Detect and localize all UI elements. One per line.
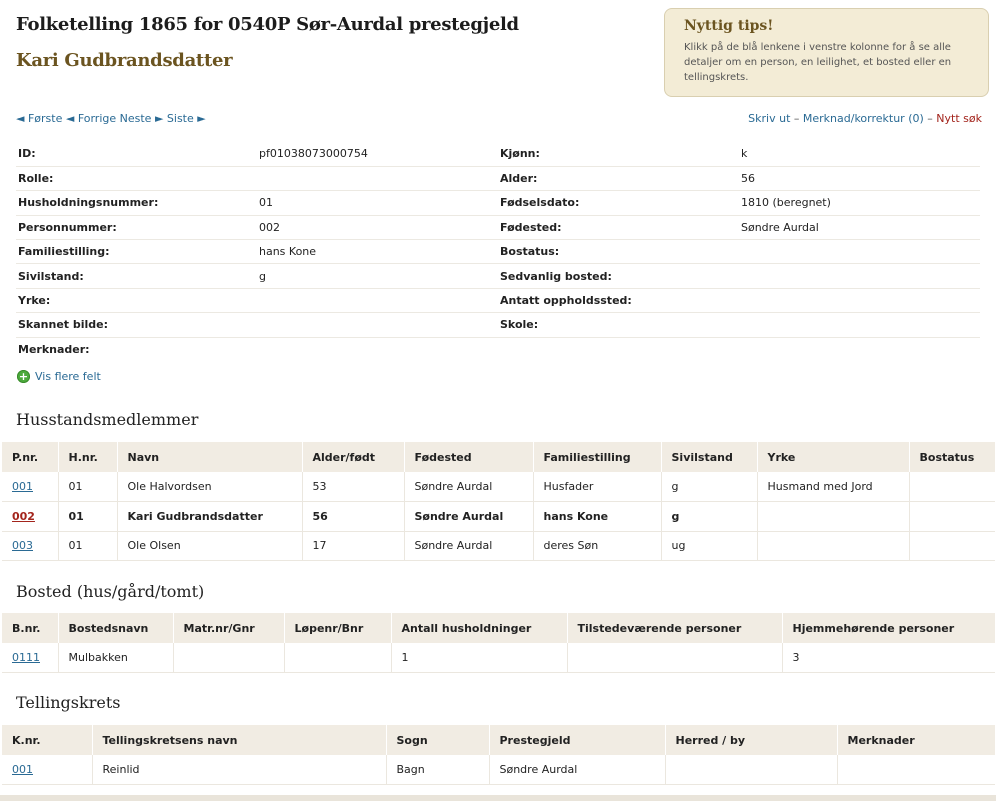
table-cell [2, 643, 58, 673]
detail-label: Familiestilling: [16, 240, 257, 264]
table-row [2, 531, 995, 561]
tips-box [664, 8, 989, 97]
detail-value [257, 313, 498, 337]
detail-row [16, 240, 980, 264]
table-row [2, 472, 995, 502]
detail-value [739, 264, 980, 288]
detail-label: Husholdningsnummer: [16, 191, 257, 215]
table-cell [909, 531, 995, 561]
detail-value [739, 337, 980, 361]
table-cell: Søndre Aurdal [404, 531, 533, 561]
table-cell [284, 643, 391, 673]
column-header: Sivilstand [661, 442, 757, 472]
table-cell: deres Søn [533, 531, 661, 561]
column-header: Yrke [757, 442, 909, 472]
plus-circle-icon: + [18, 370, 29, 383]
remark-link[interactable]: Merknad/korrektur (0) [802, 112, 924, 125]
column-header: B.nr. [2, 613, 58, 643]
detail-value: k [739, 142, 980, 166]
column-header: Merknader [837, 725, 995, 755]
detail-label: Skannet bilde: [16, 313, 257, 337]
column-header: Sogn [386, 725, 489, 755]
table-cell [757, 531, 909, 561]
bosted-section-title: Bosted (hus/gård/tomt) [16, 582, 205, 601]
table-cell: hans Kone [533, 502, 661, 532]
table-cell: Søndre Aurdal [404, 472, 533, 502]
detail-row [16, 313, 980, 337]
person-details [16, 142, 980, 362]
table-cell: Kari Gudbrandsdatter [117, 502, 302, 532]
bosted-table [2, 613, 995, 673]
bosted-link[interactable]: 0111 [12, 651, 40, 664]
household-section-title: Husstandsmedlemmer [16, 410, 199, 429]
table-cell: Reinlid [92, 755, 386, 785]
household-table [2, 442, 995, 561]
table-cell [173, 643, 284, 673]
table-cell [567, 643, 782, 673]
separator: – [927, 112, 933, 125]
detail-label: ID: [16, 142, 257, 166]
table-cell: ug [661, 531, 757, 561]
show-more-fields-label: Vis flere felt [35, 370, 101, 383]
krets-table [2, 725, 995, 785]
detail-label: Bostatus: [498, 240, 739, 264]
table-cell: 1 [391, 643, 567, 673]
detail-label: Alder: [498, 166, 739, 190]
detail-row [16, 166, 980, 190]
print-link[interactable]: Skriv ut [748, 112, 791, 125]
detail-row [16, 142, 980, 166]
table-cell [2, 502, 58, 532]
table-cell: 3 [782, 643, 995, 673]
table-cell: Ole Olsen [117, 531, 302, 561]
detail-value: 01 [257, 191, 498, 215]
new-search-link[interactable]: Nytt søk [936, 112, 982, 125]
show-more-fields-link[interactable] [17, 370, 101, 383]
column-header: Herred / by [665, 725, 837, 755]
page-title: Folketelling 1865 for 0540P Sør-Aurdal prestegjeld [16, 14, 519, 35]
table-cell: Ole Halvordsen [117, 472, 302, 502]
detail-value [257, 166, 498, 190]
table-cell [909, 502, 995, 532]
table-cell: Bagn [386, 755, 489, 785]
detail-row [16, 215, 980, 239]
detail-value: Søndre Aurdal [739, 215, 980, 239]
table-cell [2, 472, 58, 502]
table-cell: g [661, 472, 757, 502]
column-header: H.nr. [58, 442, 117, 472]
detail-label [498, 337, 739, 361]
column-header: Matr.nr/Gnr [173, 613, 284, 643]
detail-label: Kjønn: [498, 142, 739, 166]
detail-label: Personnummer: [16, 215, 257, 239]
table-cell: 56 [302, 502, 404, 532]
detail-label: Rolle: [16, 166, 257, 190]
record-navigation [16, 112, 206, 125]
table-cell: g [661, 502, 757, 532]
table-cell: 01 [58, 502, 117, 532]
table-cell: 01 [58, 531, 117, 561]
column-header: Navn [117, 442, 302, 472]
detail-label: Yrke: [16, 288, 257, 312]
tips-text: Klikk på de blå lenkene i venstre kolonne for å se alle detaljer om en person, en leilighet, et bosted eller en tellingskrets. [684, 42, 952, 83]
detail-value [739, 313, 980, 337]
table-cell: Søndre Aurdal [489, 755, 665, 785]
column-header: P.nr. [2, 442, 58, 472]
detail-value: 1810 (beregnet) [739, 191, 980, 215]
table-cell: Mulbakken [58, 643, 173, 673]
column-header: Hjemmehørende personer [782, 613, 995, 643]
action-links [748, 112, 982, 125]
detail-value: 56 [739, 166, 980, 190]
person-name: Kari Gudbrandsdatter [16, 50, 233, 71]
first-link[interactable]: ◄ Første [16, 112, 63, 125]
person-link[interactable]: 003 [12, 539, 33, 553]
detail-value: hans Kone [257, 240, 498, 264]
person-link[interactable]: 002 [12, 509, 35, 523]
column-header: Prestegjeld [489, 725, 665, 755]
table-cell [665, 755, 837, 785]
detail-value: 002 [257, 215, 498, 239]
detail-row [16, 191, 980, 215]
tips-title: Nyttig tips! [684, 18, 774, 34]
table-cell [2, 755, 92, 785]
detail-label: Sivilstand: [16, 264, 257, 288]
table-cell: 17 [302, 531, 404, 561]
column-header: Bostatus [909, 442, 995, 472]
column-header: Alder/født [302, 442, 404, 472]
table-cell [757, 502, 909, 532]
detail-row [16, 288, 980, 312]
table-cell: Søndre Aurdal [404, 502, 533, 532]
table-cell: 01 [58, 472, 117, 502]
detail-label: Antatt oppholdssted: [498, 288, 739, 312]
column-header: Familiestilling [533, 442, 661, 472]
column-header: Tilstedeværende personer [567, 613, 782, 643]
column-header: Fødested [404, 442, 533, 472]
column-header: K.nr. [2, 725, 92, 755]
separator: – [793, 112, 800, 125]
detail-value: pf01038073000754 [257, 142, 498, 166]
detail-value [257, 288, 498, 312]
table-cell: 53 [302, 472, 404, 502]
detail-value [739, 288, 980, 312]
detail-label: Merknader: [18, 343, 90, 357]
detail-label: Sedvanlig bosted: [498, 264, 739, 288]
detail-value [257, 337, 498, 361]
detail-label: Skole: [498, 313, 739, 337]
table-cell: Husfader [533, 472, 661, 502]
column-header: Antall husholdninger [391, 613, 567, 643]
table-cell [909, 472, 995, 502]
previous-link[interactable]: ◄ Forrige [65, 112, 117, 125]
table-row [2, 755, 995, 785]
table-cell [837, 755, 995, 785]
next-link[interactable]: Neste ► [119, 112, 164, 125]
table-row [2, 502, 995, 532]
person-link[interactable]: 001 [12, 480, 33, 493]
column-header: Løpenr/Bnr [284, 613, 391, 643]
detail-row [16, 337, 980, 361]
krets-link[interactable]: 001 [12, 763, 33, 776]
table-cell: Husmand med Jord [757, 472, 909, 502]
column-header: Tellingskretsens navn [92, 725, 386, 755]
detail-label: Fødselsdato: [498, 191, 739, 215]
detail-value: g [257, 264, 498, 288]
table-row [2, 643, 995, 673]
detail-row [16, 264, 980, 288]
krets-section-title: Tellingskrets [16, 693, 121, 712]
column-header: Bostedsnavn [58, 613, 173, 643]
last-link[interactable]: Siste ► [166, 112, 206, 125]
detail-label: Fødested: [498, 215, 739, 239]
detail-value [739, 240, 980, 264]
table-cell [2, 531, 58, 561]
